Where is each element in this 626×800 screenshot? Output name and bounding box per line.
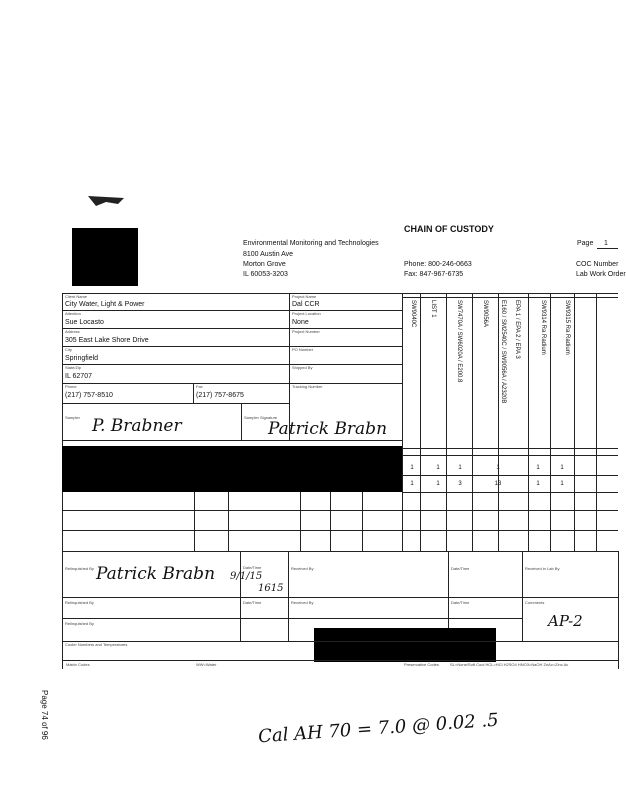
project-location: None (292, 319, 309, 326)
shipped-by-label: Shipped By (292, 365, 313, 370)
project-label: Project Name (292, 294, 317, 299)
sampler-label: Sampler (65, 415, 80, 420)
city-label: City (65, 347, 72, 352)
po-number-label: PO Number (292, 347, 314, 352)
address-label: Address (65, 329, 80, 334)
analysis-3: SW7470A / SW6020A / E200.8 (456, 300, 462, 383)
redacted-logo (72, 228, 138, 286)
attention: Sue Locasto (65, 319, 104, 326)
count-r1-c2: 1 (436, 465, 440, 471)
lab-street: 8100 Austin Ave (243, 251, 294, 258)
tracking-label: Tracking Number (292, 384, 323, 389)
handwritten-note: Cal AH 70 = 7.0 @ 0.02 .5 (257, 709, 500, 748)
date-time-label-2: Date/Time (243, 600, 262, 605)
state-zip: IL 62707 (65, 373, 92, 380)
count-r1-c6: 1 (560, 465, 564, 471)
relinquished-time: 1615 (258, 583, 284, 594)
sampler-signature-2: Patrick Brabn (268, 419, 388, 439)
page-title: CHAIN OF CUSTODY (404, 224, 494, 234)
project: Dal CCR (292, 301, 320, 308)
count-r1-c5: 1 (536, 465, 540, 471)
count-r2-c1: 1 (410, 481, 414, 487)
project-location-label: Project Location (292, 311, 321, 316)
address: 305 East Lake Shore Drive (65, 337, 149, 344)
lab-name: Environmental Monitoring and Technologies (243, 240, 379, 247)
coc-number-label: COC Number (576, 261, 619, 268)
relinquished-date: 9/1/15 (230, 571, 263, 582)
count-r2-c6: 1 (560, 481, 564, 487)
relinquished-signature: Patrick Brabn (96, 564, 216, 584)
count-r2-c2: 1 (436, 481, 440, 487)
analysis-2: LIST 1 (430, 300, 436, 318)
side-page-number: Page 74 of 96 (40, 690, 49, 740)
date-time-label: Date/Time (243, 565, 262, 570)
count-r2-c3: 3 (458, 481, 462, 487)
analysis-5: E160 / SM2540C / SW9056A / A2320B (500, 300, 506, 404)
redacted-receiver (314, 628, 496, 662)
page-label: Page (577, 240, 594, 247)
scan-artifact (88, 196, 128, 208)
received-date-label: Date/Time (451, 566, 470, 571)
comments-value: AP-2 (548, 612, 583, 630)
client-name: City Water, Light & Power (65, 301, 145, 308)
lab-work-order-label: Lab Work Order (576, 271, 626, 278)
received-by-label: Received By (291, 566, 314, 571)
comments-label: Comments (525, 600, 545, 605)
sampler-signature: P. Brabner (92, 416, 182, 436)
received-lab-label: Received in Lab By (525, 566, 560, 571)
count-r1-c1: 1 (410, 465, 414, 471)
count-r1-c3: 1 (458, 465, 462, 471)
page-number: 1 (604, 240, 608, 247)
analysis-6: EPA 1 / EPA 2 / EPA 3 (514, 300, 520, 359)
relinquished-by-label-3: Relinquished By (65, 621, 94, 626)
lab-state-zip: IL 60053-3203 (243, 271, 288, 278)
attention-label: Attention (65, 311, 81, 316)
count-r2-c5: 1 (536, 481, 540, 487)
project-number-label: Project Number (292, 329, 320, 334)
cooler-label: Cooler Numbers and Temperatures (65, 642, 128, 647)
date-time-label-3: Date/Time (451, 600, 470, 605)
preservative-codes: Preservative Codes (404, 662, 439, 667)
phone-label: Phone (65, 384, 77, 389)
lab-phone: Phone: 800-246-0663 (404, 261, 472, 268)
count-r2-c4: 13 (494, 481, 502, 487)
received-lab-by-label: Received By (291, 600, 314, 605)
relinquished-by-label-2: Relinquished By (65, 600, 94, 605)
state-zip-label: State/Zip (65, 365, 82, 370)
analysis-7: SW9314 Ra Radium (540, 300, 546, 355)
preservative-list: SL=None/Soft Cool HCL=HCl H2SO4 HNO3=NaOH ZnAc=Zinc Ac (450, 662, 569, 667)
wastewater-code: WW=Water (196, 662, 217, 667)
analysis-1: SW9040C (410, 300, 416, 328)
client-name-label: Client Name (65, 294, 88, 299)
count-r1-c4: 1 (496, 465, 500, 471)
redacted-sample-block (62, 446, 402, 492)
city: Springfield (65, 355, 99, 362)
matrix-codes: Matrix Codes (66, 662, 90, 667)
analysis-8: SW9315 Ra Radium (564, 300, 570, 355)
lab-fax: Fax: 847-967-6735 (404, 271, 464, 278)
lab-city: Morton Grove (243, 261, 286, 268)
fax: (217) 757-8675 (196, 392, 244, 399)
analysis-4: SW9056A (482, 300, 488, 328)
relinquished-by-label: Relinquished By (65, 566, 94, 571)
phone: (217) 757-8510 (65, 392, 113, 399)
fax-label: Fax (196, 384, 203, 389)
sampler-signature-label: Sampler Signature (244, 415, 278, 420)
